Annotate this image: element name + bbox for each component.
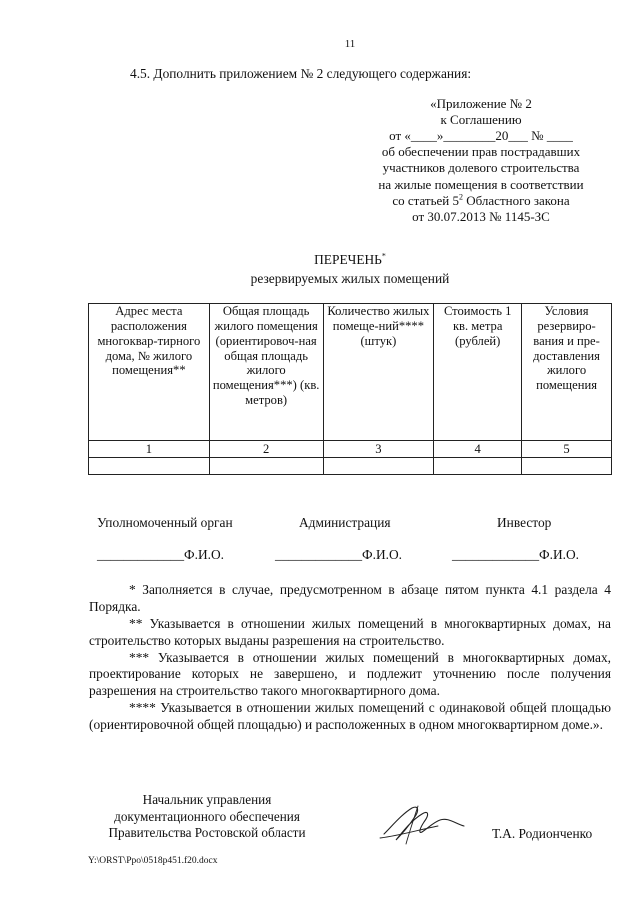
handwritten-signature [378, 800, 468, 848]
table-cell [522, 458, 612, 475]
table-header-row [89, 304, 612, 441]
appendix-line: от «____»________20___ № ____ [389, 128, 573, 144]
footnote: *** Указывается в отношении жилых помещений в многоквартирных домах, проектирование которых не завершено, и подлежит уточнению после получения разрешения на строительство такого многоквартирного дома. [89, 649, 611, 699]
column-header-area: Общая площадь жилого помещения (ориентировоч-ная общая площадь жилого помещения***) (кв. метров) [209, 304, 323, 441]
chief-title [92, 792, 322, 842]
appendix-line: на жилые помещения в соответствии [378, 176, 584, 192]
page-number: 11 [344, 38, 356, 50]
reserved-premises-table [88, 303, 612, 475]
appendix-law-line: со статьей $5^2$ Областного закона [392, 192, 570, 208]
footnote: ** Указывается в отношении жилых помещений в многоквартирных домах, на строительство которых выданы разрешения на строительство. [89, 615, 611, 648]
table-number-row [89, 441, 612, 458]
footnotes [89, 582, 611, 734]
table-cell [209, 458, 323, 475]
signatory-authorized-body: Уполномоченный орган [97, 515, 233, 530]
signature-line-administration: _____________Ф.И.О. [275, 547, 403, 562]
column-number: 5 [522, 441, 612, 458]
document-title: ПЕРЕЧЕНЬ* [314, 251, 386, 267]
column-number: 4 [434, 441, 522, 458]
chief-title-line: Правительства Ростовской области [108, 825, 306, 841]
appendix-line: участников долевого строительства [382, 160, 580, 176]
appendix-line: об обеспечении прав пострадавших [381, 144, 581, 160]
column-header-quantity: Количество жилых помеще-ний**** (штук) [323, 304, 434, 441]
appendix-header [350, 96, 612, 225]
file-path-footer: Y:\ORST\Ppo\0518p451.f20.docx [88, 856, 218, 866]
intro-paragraph: 4.5. Дополнить приложением № 2 следующего содержания: [130, 66, 472, 81]
signatory-investor: Инвестор [497, 515, 552, 530]
column-header-conditions: Условия резервиро-вания и пре-доставления жилого помещения [522, 304, 612, 441]
column-number: 3 [323, 441, 434, 458]
column-number: 2 [209, 441, 323, 458]
appendix-line: к Соглашению [440, 112, 522, 128]
chief-name: Т.А. Родионченко [492, 826, 593, 841]
table-row [89, 458, 612, 475]
chief-title-line: документационного обеспечения [114, 808, 300, 824]
table-cell [323, 458, 434, 475]
column-number: 1 [89, 441, 210, 458]
document-subtitle: резервируемых жилых помещений [250, 271, 450, 286]
footnote: * Заполняется в случае, предусмотренном в абзаце пятом пункта 4.1 раздела 4 Порядка. [89, 582, 611, 614]
table-cell [434, 458, 522, 475]
appendix-date-line: от 30.07.2013 № 1145-ЗС [412, 208, 550, 224]
signature-line-authorized-body: _____________Ф.И.О. [97, 547, 225, 562]
footnote: **** Указывается в отношении жилых помещений с одинаковой общей площадью (ориентировочной общей площадью) и расположенных в одном многоквартирном доме.». [89, 700, 611, 733]
column-header-price: Стоимость 1 кв. метра (рублей) [434, 304, 522, 441]
chief-title-line: Начальник управления [142, 792, 272, 807]
appendix-line: «Приложение № 2 [430, 96, 532, 111]
signatory-administration: Администрация [299, 515, 391, 530]
column-header-address: Адрес места расположения многоквар-тирного дома, № жилого помещения** [89, 304, 210, 441]
table-cell [89, 458, 210, 475]
signature-line-investor: _____________Ф.И.О. [452, 547, 580, 562]
